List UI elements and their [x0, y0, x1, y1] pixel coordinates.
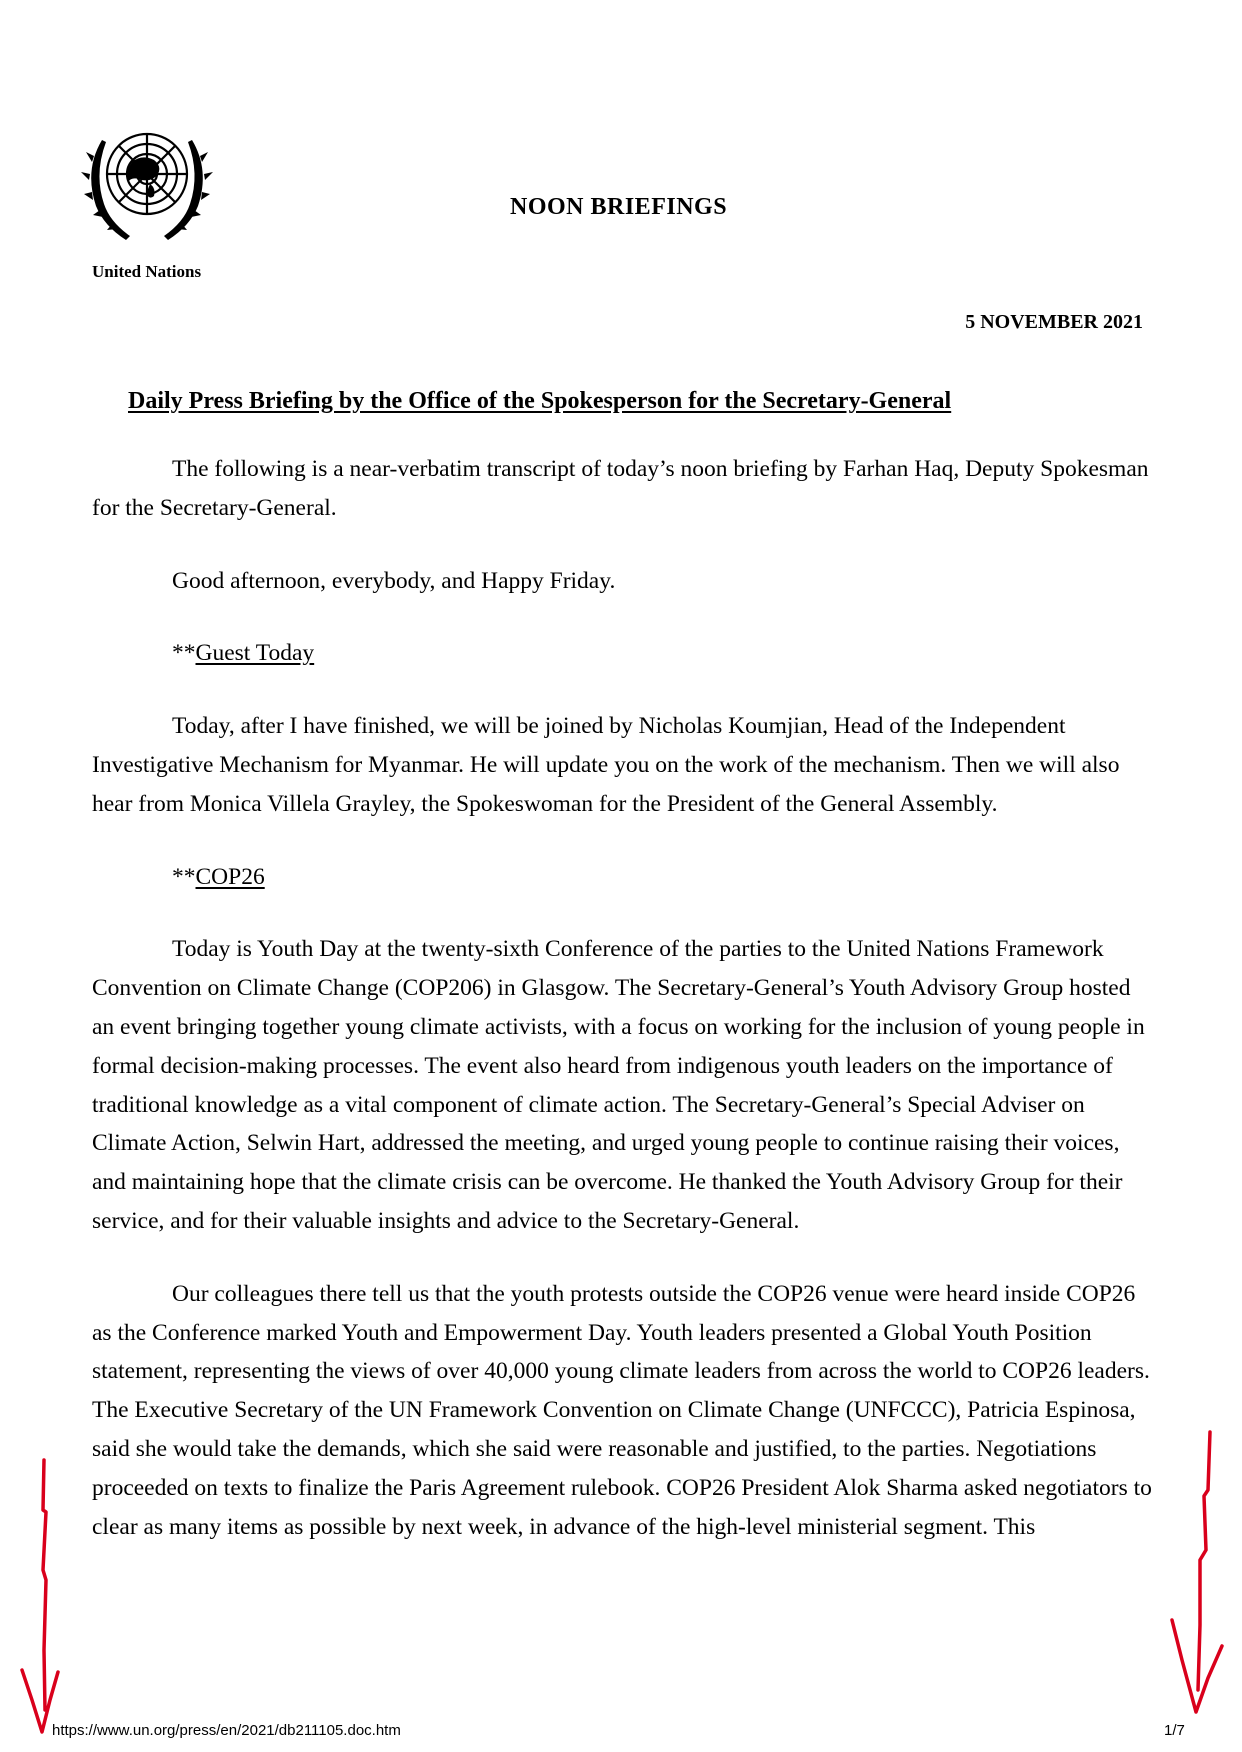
section-paragraph: Today is Youth Day at the twenty-sixth Conference of the parties to the United Nations Framework Convention on Climate Change (COP206) in Glasgow. The Secretary-General’s Youth Advisory Group hosted an event bringing together young climate activists, with a focus on working for the inclusion of young people in formal decision-making processes. The event also heard from indigenous youth leaders on the importance of traditional knowledge as a vital component of climate action. The Secretary-General’s Special Adviser on Climate Action, Selwin Hart, addressed the meeting, and urged young people to continue raising their voices, and maintaining hope that the climate crisis can be overcome. He thanked the Youth Advisory Group for their service, and for their valuable insights and advice to the Secretary-General. [92, 936, 1145, 1234]
scroll-down-arrow-icon [1160, 1420, 1240, 1720]
intro-paragraph: The following is a near-verbatim transcript of today’s noon briefing by Farhan Haq, Deputy Spokesman for the Secretary-General. [92, 456, 1149, 521]
organization-name: United Nations [92, 262, 202, 281]
scroll-down-arrow-icon [10, 1450, 80, 1740]
section-heading-guest [92, 634, 1152, 673]
footer-url: https://www.un.org/press/en/2021/db211105.doc.htm [52, 1722, 401, 1739]
section-title: Guest Today [195, 640, 315, 667]
page-number: 1/7 [1164, 1722, 1185, 1739]
briefing-heading: Daily Press Briefing by the Office of the Spokesperson for the Secretary-General [128, 388, 952, 414]
section-marker: ** [172, 863, 196, 890]
document-date: 5 NOVEMBER 2021 [965, 311, 1143, 333]
section-title: COP26 [195, 863, 265, 890]
section-marker: ** [172, 640, 196, 667]
document-title: NOON BRIEFINGS [510, 194, 728, 220]
section-paragraph: Our colleagues there tell us that the youth protests outside the COP26 venue were heard inside COP26 as the Conference marked Youth and Empowerment Day. Youth leaders presented a Global Youth Position statement, representing the views of over 40,000 young climate leaders from across the world to COP26 leaders. The Executive Secretary of the UN Framework Convention on Climate Change (UNFCCC), Patricia Espinosa, said she would take the demands, which she said were reasonable and justified, to the parties. Negotiations proceeded on texts to finalize the Paris Agreement rulebook. COP26 President Alok Sharma asked negotiators to clear as many items as possible by next week, in advance of the high-level ministerial segment. This [92, 1280, 1152, 1540]
document-body [92, 450, 1152, 1580]
section-paragraph: Today, after I have finished, we will be joined by Nicholas Koumjian, Head of the Independent Investigative Mechanism for Myanmar. He will update you on the work of the mechanism. Then we will also hear from Monica Villela Grayley, the Spokeswoman for the President of the General Assembly. [92, 713, 1120, 817]
un-emblem-icon [72, 112, 222, 260]
intro-paragraph: Good afternoon, everybody, and Happy Friday. [172, 567, 616, 594]
section-heading-cop26 [92, 858, 1152, 897]
